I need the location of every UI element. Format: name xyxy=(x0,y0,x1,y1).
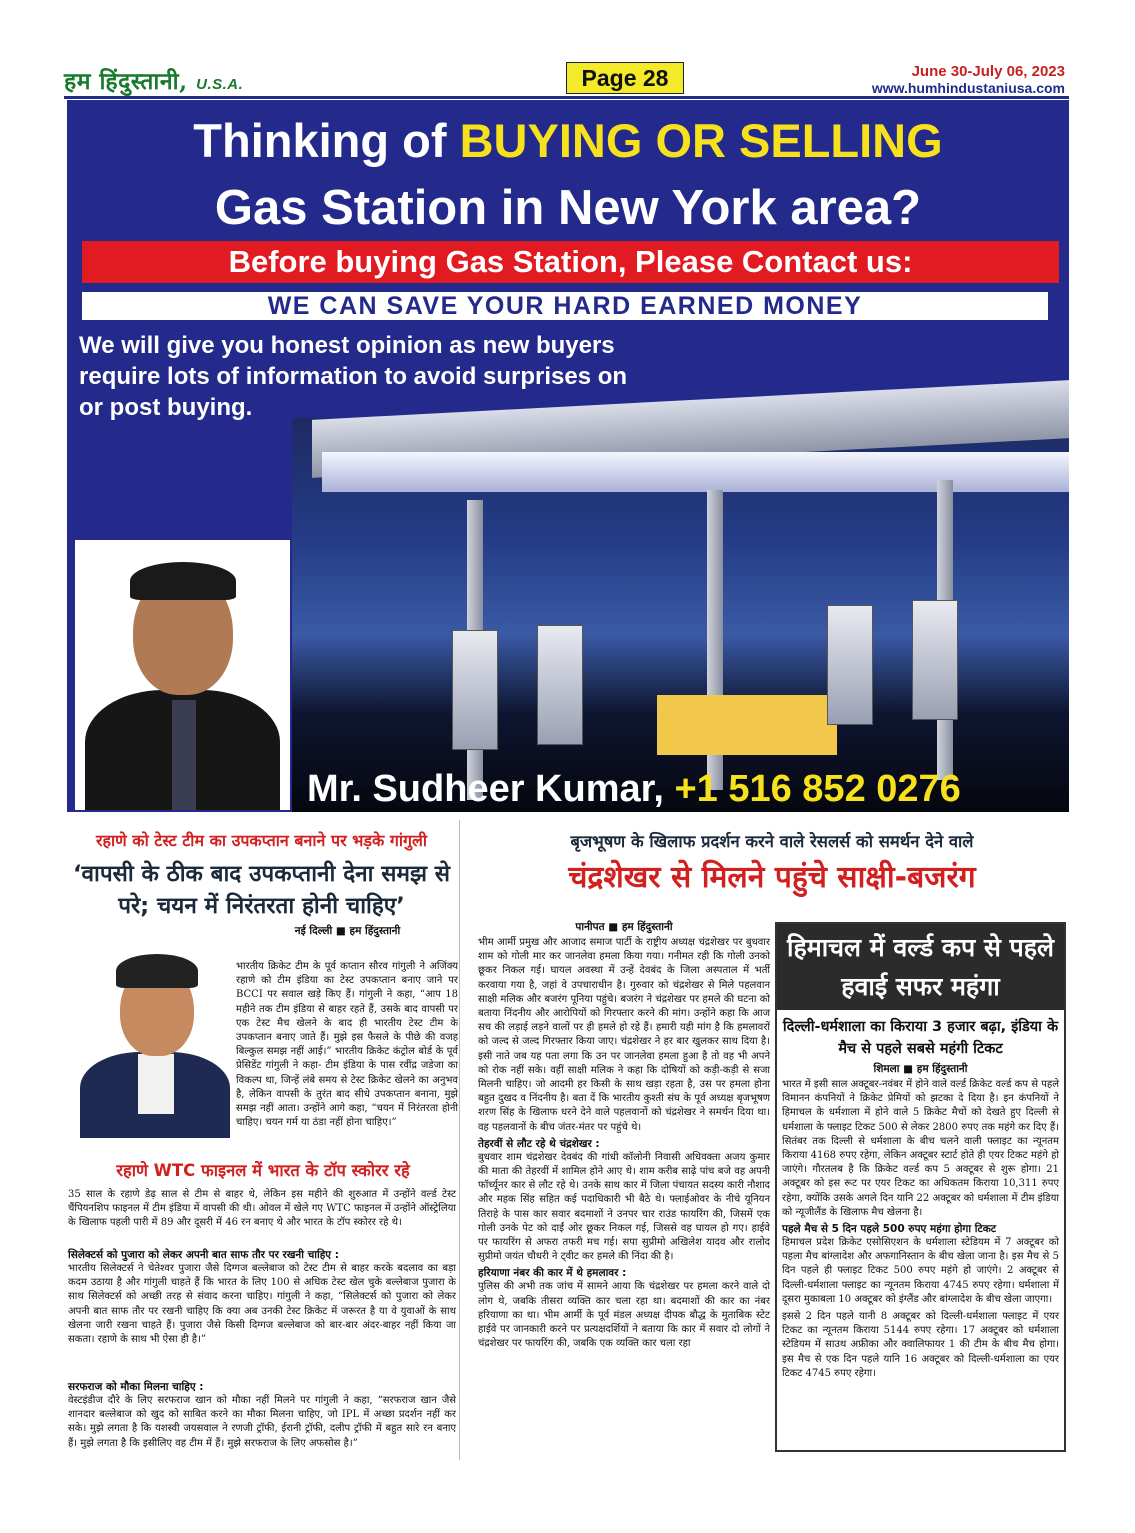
ad-headline-line2: Gas Station in New York area? xyxy=(214,181,922,235)
article-section xyxy=(478,1266,770,1351)
article-kicker: बृजभूषण के खिलाफ प्रदर्शन करने वाले रेसलर्स को समर्थन देने वाले xyxy=(570,832,974,851)
station-canopy-lights xyxy=(322,452,1069,492)
article-section xyxy=(478,1137,770,1265)
article-para: भीम आर्मी प्रमुख और आजाद समाज पार्टी के राष्ट्रीय अध्यक्ष चंद्रशेखर पर बुधवार शाम को गोली मार कर जानलेवा हमला किया गया। गनीमत रही कि गोली उनको छूकर निकल गई। घायल अवस्था में उन्हें देवबंद के जिला अस्पताल में भर्ती करवाया गया है, जहां वे उपचाराधीन है। गुरुवार को चंद्रशेखर से मिले पहलवान साक्षी मलिक और बजरंग पूनिया पहुंचे। बजरंग ने चंद्रशेखर पर हमले की घटना को बताया निंदनीय और आरोपियों को गिरफ्तार करने की मांग। उन्होंने कहा कि आज सच की लड़ाई लड़ने वालों पर ही हमले हो रहे हैं। हमारी यही मांग है कि हमलावरों को जल्द से जल्द गिरफ्तार किया जाए। चंद्रशेखर ने हर बार खुलकर साथ दिया है। इसी नाते जब यह पता लगा कि उन पर जानलेवा हमला हुआ है तो वह भी अपने को रोक नहीं सके। वहीं साक्षी मलिक ने कहा कि दोषियों को कड़ी-कड़ी से सजा मिलनी चाहिए। जो आदमी हर किसी के साथ खड़ा रहता है, उस पर हमला होना बहुत दुखद व निंदनीय है। बता दें कि भारतीय कुश्ती संघ के पूर्व अध्यक्ष बृजभूषण शरण सिंह के खिलाफ धरने देने वाले पहलवानों को चंद्रशेखर ने समर्थन दिया था। वह पहलवानों के बीच जंतर-मंतर पर पहुंचे थे। xyxy=(478,937,771,1133)
page-number: Page 28 xyxy=(566,62,684,94)
masthead-title: हम हिंदुस्तानी, xyxy=(64,68,188,95)
ad-contact-line xyxy=(307,768,961,811)
article-body-top xyxy=(236,924,459,938)
article-kicker: रहाणे को टेस्ट टीम का उपकप्तान बनाने पर भड़के गांगुली xyxy=(95,831,427,850)
fuel-pump xyxy=(912,600,958,720)
ad-save-banner: WE CAN SAVE YOUR HARD EARNED MONEY xyxy=(79,289,1051,323)
article-himachal xyxy=(775,922,1066,1452)
header-divider xyxy=(64,96,1069,99)
article-headline: हिमाचल में वर्ल्ड कप से पहले हवाई सफर महंगा xyxy=(777,924,1064,1010)
station-shop xyxy=(657,695,837,755)
article-section xyxy=(68,1248,456,1347)
article-subhead: सिलेक्टर्स को पुजारा को लेकर अपनी बात साफ तौर पर रखनी चाहिए : xyxy=(68,1249,339,1261)
article-body xyxy=(777,1062,1064,1381)
article-dateline: पानीपत ■ हम हिंदुस्तानी xyxy=(575,921,673,933)
article-para: भारतीय क्रिकेट टीम के पूर्व कप्तान सौरव गांगुली ने अजिंक्य रहाणे को टीम इंडिया का टेस्ट उपकप्तान बनाए जाने पर BCCI पर सवाल खड़े किए हैं। गांगुली ने कहा, “आप 18 महीने तक टीम इंडिया से बाहर रहते हैं, उसके बाद वापसी पर एक टेस्ट मैच खेलने के बाद ही भारतीय टेस्ट टीम के उपकप्तान बनाए जाते हैं। मुझे इस फैसले के पीछे की वजह बिल्कुल समझ नहीं आई।” भारतीय क्रिकेट कंट्रोल बोर्ड के पूर्व प्रेसिडेंट गांगुली ने कहा- टीम इंडिया के पास रवींद्र जडेजा का विकल्प था, जिन्हें लंबे समय से टेस्ट क्रिकेट खेलने का अनुभव है, लेकिन वापसी के तुरंत बाद सीधे उपकप्तान बनाना, मुझे समझ नहीं आता। उन्होंने आगे कहा, “चयन में निरंतरता होनी चाहिए। चयन गर्म या ठंडा नहीं होना चाहिए।” xyxy=(236,961,458,1129)
article-subhead: सरफराज को मौका मिलना चाहिए : xyxy=(68,1381,204,1393)
contact-name: Mr. Sudheer Kumar, xyxy=(307,768,664,810)
fuel-pump xyxy=(452,630,498,750)
ad-body-copy: We will give you honest opinion as new buyers require lots of information to avoid surprises on or post buying. xyxy=(79,332,628,421)
article-dateline: शिमला ■ हम हिंदुस्तानी xyxy=(873,1063,968,1075)
article-para: पुलिस की अभी तक जांच में सामने आया कि चंद्रशेखर पर हमला करने वाले दो लोग थे, जबकि तीसरा व्यक्ति कार चला रहा था। बदमाशों की कार का नंबर हरियाणा का था। भीम आर्मी के पूर्व मंडल अध्यक्ष दीपक बौद्ध के मुताबिक स्टेट हाईवे पर जानकारी करने पर प्रत्यक्षदर्शियों ने बताया कि कार में सवार दो लोगों ने चंद्रशेखर पर फायरिंग की, जबकि एक व्यक्ति कार चला रहा xyxy=(478,1281,770,1350)
article-subheadline: दिल्ली-धर्मशाला का किराया 3 हजार बढ़ा, इंडिया के मैच से पहले सबसे महंगी टिकट xyxy=(782,1019,1059,1057)
ad-headline xyxy=(67,112,1069,170)
article-para: 35 साल के रहाणे डेढ़ साल से टीम से बाहर थे, लेकिन इस महीने की शुरुआत में उन्होंने वर्ल्ड टेस्ट चैंपियनशिप फाइनल में टीम इंडिया में वापसी की थी। ओवल में खेले गए WTC फाइनल में उन्होंने ऑस्ट्रेलिया के खिलाफ पहली पारी में 89 और दूसरी में 46 रन बनाए थे और भारत के टॉप स्कोरर रहे थे। xyxy=(68,1189,456,1229)
ganguly-photo xyxy=(76,942,234,1138)
fuel-pump xyxy=(537,625,583,745)
article-para: हिमाचल प्रदेश क्रिकेट एसोसिएशन के धर्मशाला स्टेडियम में 7 अक्टूबर को पहला मैच बांग्लादेश और अफगानिस्तान के बीच खेला जाना है। इस मैच से 5 दिन पहले ही फ्लाइट टिकट 500 रुपए महंगे हो जाएंगे। 2 अक्टूबर से दिल्ली-धर्मशाला फ्लाइट का न्यूनतम किराया 4745 रुपए रहेगा। धर्मशाला में दूसरा मुकाबला 10 अक्टूबर को इंग्लैंड और बांग्लादेश के बीच खेला जाएगा। xyxy=(782,1237,1059,1305)
masthead xyxy=(64,64,243,96)
masthead-suffix: U.S.A. xyxy=(196,76,244,93)
article-headline: चंद्रशेखर से मिलने पहुंचे साक्षी-बजरंग xyxy=(568,860,976,895)
article-para: बुधवार शाम चंद्रशेखर देवबंद की गांधी कॉलोनी निवासी अधिवक्ता अजय कुमार की माता की तेहरवीं में शामिल होने आए थे। शाम करीब साढ़े पांच बजे वह अपनी फॉर्च्यूनर कार से लौट रहे थे। उनके साथ कार में जिला पंचायत सदस्य कारी नौशाद और महक सिंह सहित कई पदाधिकारी भी बैठे थे। फ्लाईओवर के नीचे यूनियन तिराहे के पास कार सवार बदमाशों ने उनपर चार राउंड फायरिंग की, जिसमें एक गोली उनके पेट को दाईं ओर छूकर निकल गई, जिससे वह घायल हो गए। हाईवे पर फायरिंग से अफरा तफरी मच गई। सपा सुप्रीमो अखिलेश यादव और रालोद सुप्रीमो जयंत चौधरी ने ट्वीट कर हमले की निंदा की है। xyxy=(478,1151,770,1263)
article-para: वेस्टइंडीज दौरे के लिए सरफराज खान को मौका नहीं मिलने पर गांगुली ने कहा, “सरफराज खान जैसे शानदार बल्लेबाज को खुद को साबित करने का मौका मिलना चाहिए, जो IPL में अच्छा प्रदर्शन नहीं कर सके। मुझे लगता है कि यशस्वी जयसवाल ने रणजी ट्रॉफी, ईरानी ट्रॉफी, दलीप ट्रॉफी में बहुत सारे रन बनाए हैं। मुझे लगता है कि इसीलिए वह टीम में हैं। मुझे सरफराज के लिए अफसोस है।” xyxy=(68,1395,456,1449)
article-subhead: रहाणे WTC फाइनल में भारत के टॉप स्कोरर रहे xyxy=(116,1161,410,1180)
article-para: इससे 2 दिन पहले यानी 8 अक्टूबर को दिल्ली-धर्मशाला फ्लाइट में एयर टिकट का न्यूनतम किराया 5144 रुपए रहेगा। 17 अक्टूबर को धर्मशाला स्टेडियम में साउथ अफ्रीका और क्वालिफायर 1 की टीम के बीच मैच होगा। इस मैच से एक दिन पहले यानि 16 अक्टूबर को दिल्ली-धर्मशाला का एयर टिकट 4745 रुपए रहेगा। xyxy=(782,1311,1059,1379)
fuel-pump xyxy=(827,605,873,725)
ad-headline-prefix: Thinking of xyxy=(193,114,447,167)
article-subhead: पहले मैच से 5 दिन पहले 500 रुपए महंगा होगा टिकट xyxy=(782,1223,997,1236)
ad-contact-banner: Before buying Gas Station, Please Contact us: xyxy=(82,241,1059,283)
article-body xyxy=(478,920,770,1351)
article-section xyxy=(68,1380,456,1451)
article-ganguly xyxy=(64,820,460,1460)
article-headline: ‘वापसी के ठीक बाद उपकप्तानी देना समझ से परे; चयन में निरंतरता होनी चाहिए’ xyxy=(72,861,451,919)
article-dateline: नई दिल्ली ■ हम हिंदुस्तानी xyxy=(294,925,401,937)
article-para: भारत में इसी साल अक्टूबर-नवंबर में होने वाले वर्ल्ड क्रिकेट वर्ल्ड कप से पहले विमानन कंपनियों ने क्रिकेट प्रेमियों को झटका दे दिया है। इन कंपनियों ने हिमाचल के धर्मशाला में होने वाले 5 क्रिकेट मैचों को देखते हुए दिल्ली से धर्मशाला के फ्लाइट टिकट 500 से लेकर 2800 रुपए तक महंगे कर दिए हैं। सितंबर तक दिल्ली से धर्मशाला के बीच चलने वाली फ्लाइट का न्यूनतम किराया 4168 रुपए रहेगा, लेकिन अक्टूबर स्टार्ट होते ही एयर टिकट महंगे हो जाएंगे। गौरतलब है कि क्रिकेट वर्ल्ड कप 5 अक्टूबर से शुरू होगा। 21 अक्टूबर को इस रूट पर एयर टिकट का अधिकतम किराया 10,311 रुपए रहेगा, क्योंकि उसके अगले दिन यानि 22 अक्टूबर को धर्मशाला में टीम इंडिया को न्यूजीलैंड के खिलाफ मैच खेलना है। xyxy=(782,1079,1059,1218)
website-link[interactable]: www.humhindustaniusa.com xyxy=(871,80,1065,96)
issue-date: June 30-July 06, 2023 xyxy=(911,63,1065,80)
ad-headline-highlight: BUYING OR SELLING xyxy=(459,114,943,167)
article-subhead: तेहरवीं से लौट रहे थे चंद्रशेखर : xyxy=(478,1137,600,1150)
gas-station-ad xyxy=(67,100,1069,812)
article-subhead: हरियाणा नंबर की कार में थे हमलावर : xyxy=(478,1267,627,1280)
advertiser-portrait xyxy=(75,540,290,810)
article-para: भारतीय सिलेक्टर्स ने चेतेश्वर पुजारा जैसे दिग्गज बल्लेबाज को टेस्ट टीम से बाहर करके बदलाव का बड़ा कदम उठाया है और गांगुली चाहते हैं कि भारत के लिए 100 से अधिक टेस्ट खेल चुके बल्लेबाज पुजारा के साथ सिलेक्टर्स को अच्छी तरह से संवाद करना चाहिए। गांगुली ने कहा, “सिलेक्टर्स को पुजारा को लेकर अपनी बात साफ तौर पर रखनी चाहिए कि क्या अब उनकी टेस्ट क्रिकेट में जरूरत है या वे युवाओं के साथ खेलना जारी रखना चाहते हैं। पुजारा जैसे किसी दिग्गज बल्लेबाज को बार-बार अंदर-बाहर नहीं किया जा सकता। रहाणे के साथ भी ऐसा ही है।” xyxy=(68,1263,456,1346)
contact-phone[interactable]: +1 516 852 0276 xyxy=(674,768,961,810)
